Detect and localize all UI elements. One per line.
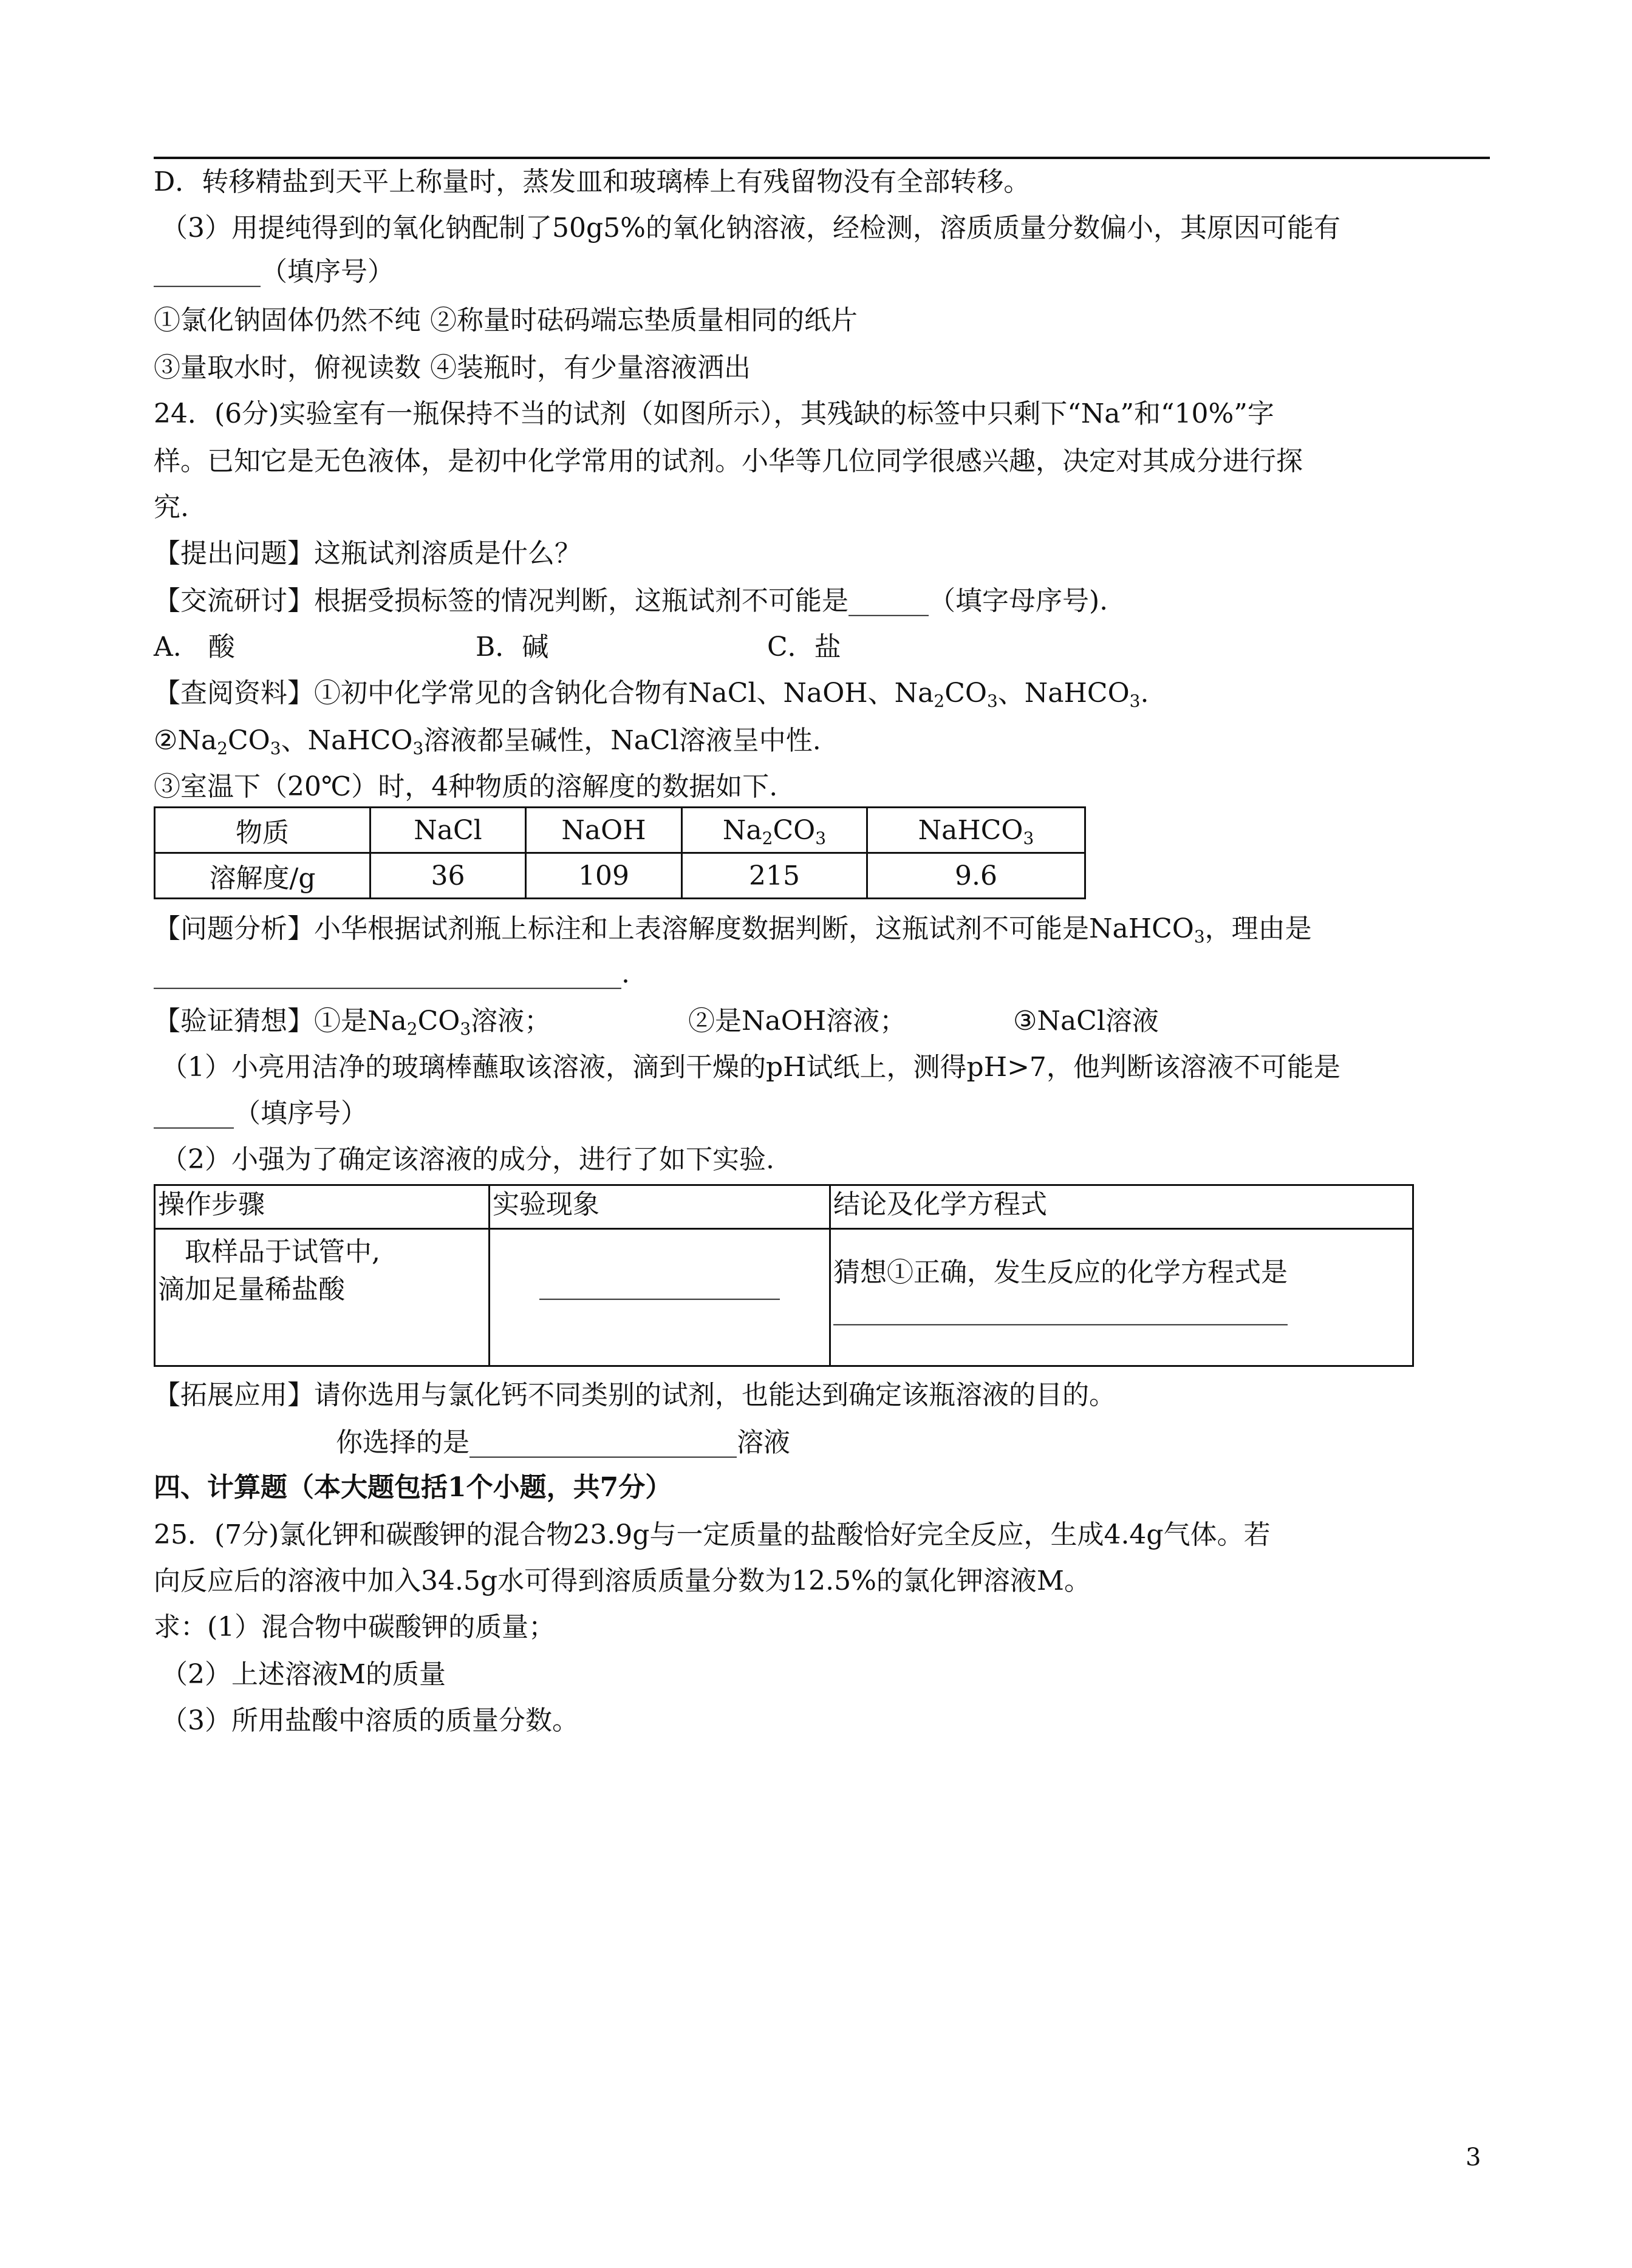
text: NaHCO xyxy=(918,814,1023,846)
hypothesis-3: ③NaCl溶液 xyxy=(1013,1006,1159,1037)
text: 【查阅资料】①初中化学常见的含钠化合物有NaCl、NaOH、Na xyxy=(154,678,934,709)
option-3: ③量取水时，俯视读数 xyxy=(154,352,421,383)
option-c: C．盐 xyxy=(767,632,841,662)
subscript: 3 xyxy=(1023,828,1034,848)
question-25-part-1: 求：(1）混合物中碳酸钾的质量； xyxy=(154,1612,556,1643)
option-d-line: D．转移精盐到天平上称量时，蒸发皿和玻璃棒上有残留物没有全部转移。 xyxy=(154,166,1031,197)
text: 溶液； xyxy=(471,1006,551,1037)
option-1-2-line xyxy=(154,302,858,339)
table-cell: 溶解度/g xyxy=(155,853,370,899)
text: 【问题分析】小华根据试剂瓶上标注和上表溶解度数据判断，这瓶试剂不可能是NaHCO xyxy=(154,913,1194,944)
reference-line-3: ③室温下（20℃）时，4种物质的溶解度的数据如下. xyxy=(154,771,778,802)
header-rule xyxy=(154,157,1490,159)
subscript: 2 xyxy=(406,1019,418,1039)
question-24-line-2: 样。已知它是无色液体，是初中化学常用的试剂。小华等几位同学很感兴趣，决定对其成分进行探 xyxy=(154,446,1303,477)
text: ②Na xyxy=(154,725,217,756)
text: CO xyxy=(773,814,816,846)
table-row xyxy=(155,808,1085,853)
extension-blank-line: 你选择的是____________________溶液 xyxy=(336,1427,790,1458)
table-cell: 36 xyxy=(370,853,526,899)
table-cell: 物质 xyxy=(155,808,370,853)
page-number: 3 xyxy=(1466,2144,1481,2171)
subscript: 3 xyxy=(1193,927,1205,947)
experiment-table xyxy=(154,1184,1414,1367)
reference-line-2 xyxy=(154,723,821,759)
table-cell xyxy=(867,808,1085,853)
subscript: 3 xyxy=(1129,691,1141,711)
table-cell: NaCl xyxy=(370,808,526,853)
question-25-part-2: （2）上述溶液M的质量 xyxy=(161,1659,446,1690)
text: . xyxy=(1140,678,1149,709)
table-cell: 实验现象 xyxy=(490,1185,830,1229)
hypothesis-line xyxy=(154,1003,1159,1040)
table-cell: 109 xyxy=(526,853,682,899)
table-row xyxy=(155,1185,1413,1229)
text: Na xyxy=(722,814,762,846)
text: CO xyxy=(417,1006,460,1037)
cell-text: 取样品于试管中, xyxy=(158,1236,380,1267)
step-1-blank-line: ______（填序号） xyxy=(154,1098,367,1129)
text: 、NaHCO xyxy=(281,725,413,756)
table-cell: 操作步骤 xyxy=(155,1185,490,1229)
question-3-line: （3）用提纯得到的氧化钠配制了50g5%的氧化钠溶液，经检测，溶质质量分数偏小，其原因可能有 xyxy=(161,213,1340,243)
step-2-line: （2）小强为了确定该溶液的成分，进行了如下实验. xyxy=(161,1144,774,1175)
table-cell xyxy=(830,1229,1413,1366)
question-25-part-3: （3）所用盐酸中溶质的质量分数。 xyxy=(161,1705,579,1736)
analysis-line xyxy=(154,911,1312,947)
option-1: ①氯化钠固体仍然不纯 xyxy=(154,305,421,336)
text: CO xyxy=(228,725,270,756)
subscript: 3 xyxy=(412,738,424,758)
question-25-line-2: 向反应后的溶液中加入34.5g水可得到溶质质量分数为12.5%的氯化钾溶液M。 xyxy=(154,1565,1091,1596)
table-row xyxy=(155,853,1085,899)
answer-blank-line: ________（填序号） xyxy=(154,256,394,287)
subscript: 3 xyxy=(270,738,281,758)
analysis-blank-line: ___________________________________. xyxy=(154,958,630,989)
subscript: 2 xyxy=(934,691,945,711)
raise-question-line: 【提出问题】这瓶试剂溶质是什么？ xyxy=(154,538,581,569)
question-24-line-3: 究. xyxy=(154,492,189,523)
question-24-line-1: 24．(6分)实验室有一瓶保持不当的试剂（如图所示），其残缺的标签中只剩下“Na”和“10%”字 xyxy=(154,398,1274,429)
subscript: 2 xyxy=(762,828,773,848)
table-cell xyxy=(155,1229,490,1366)
text: 、NaHCO xyxy=(997,678,1130,709)
subscript: 3 xyxy=(986,691,998,711)
discussion-line: 【交流研讨】根据受损标签的情况判断，这瓶试剂不可能是______（填字母序号). xyxy=(154,585,1108,616)
table-cell xyxy=(682,808,867,853)
subscript: 3 xyxy=(460,1019,471,1039)
option-2: ②称量时砝码端忘垫质量相同的纸片 xyxy=(430,305,858,336)
option-b: B．碱 xyxy=(476,632,549,662)
equation-blank: __________________________________ xyxy=(833,1295,1288,1326)
table-cell xyxy=(490,1229,830,1366)
table-cell: NaOH xyxy=(526,808,682,853)
table-cell: 215 xyxy=(682,853,867,899)
reference-line-1 xyxy=(154,675,1149,712)
option-a: A. 酸 xyxy=(154,632,235,662)
text: 【验证猜想】①是Na xyxy=(154,1006,407,1037)
cell-text: 猜想①正确，发生反应的化学方程式是 xyxy=(833,1257,1288,1288)
cell-text: 滴加足量稀盐酸 xyxy=(158,1274,345,1305)
text: ，理由是 xyxy=(1204,913,1312,944)
section-4-heading: 四、计算题（本大题包括1个小题，共7分） xyxy=(154,1472,672,1503)
hypothesis-2: ②是NaOH溶液； xyxy=(688,1006,907,1037)
text: 溶液都呈碱性，NaCl溶液呈中性. xyxy=(423,725,821,756)
question-25-line-1: 25．(7分)氯化钾和碳酸钾的混合物23.9g与一定质量的盐酸恰好完全反应，生成4.4g气体。若 xyxy=(154,1519,1271,1550)
option-4: ④装瓶时，有少量溶液洒出 xyxy=(430,352,751,383)
subscript: 3 xyxy=(815,828,827,848)
table-row xyxy=(155,1229,1413,1366)
subscript: 2 xyxy=(217,738,228,758)
text: CO xyxy=(944,678,987,709)
extension-line: 【拓展应用】请你选用与氯化钙不同类别的试剂，也能达到确定该瓶溶液的目的。 xyxy=(154,1380,1116,1411)
option-3-4-line xyxy=(154,350,751,386)
hypothesis-1 xyxy=(154,1003,688,1040)
table-cell: 9.6 xyxy=(867,853,1085,899)
solubility-table xyxy=(154,806,1086,899)
phenomenon-blank: __________________ xyxy=(539,1269,780,1300)
table-cell: 结论及化学方程式 xyxy=(830,1185,1413,1229)
step-1-line: （1）小亮用洁净的玻璃棒蘸取该溶液，滴到干燥的pH试纸上，测得pH>7，他判断该溶液不可能是 xyxy=(161,1052,1340,1083)
abc-options-line xyxy=(154,629,841,666)
